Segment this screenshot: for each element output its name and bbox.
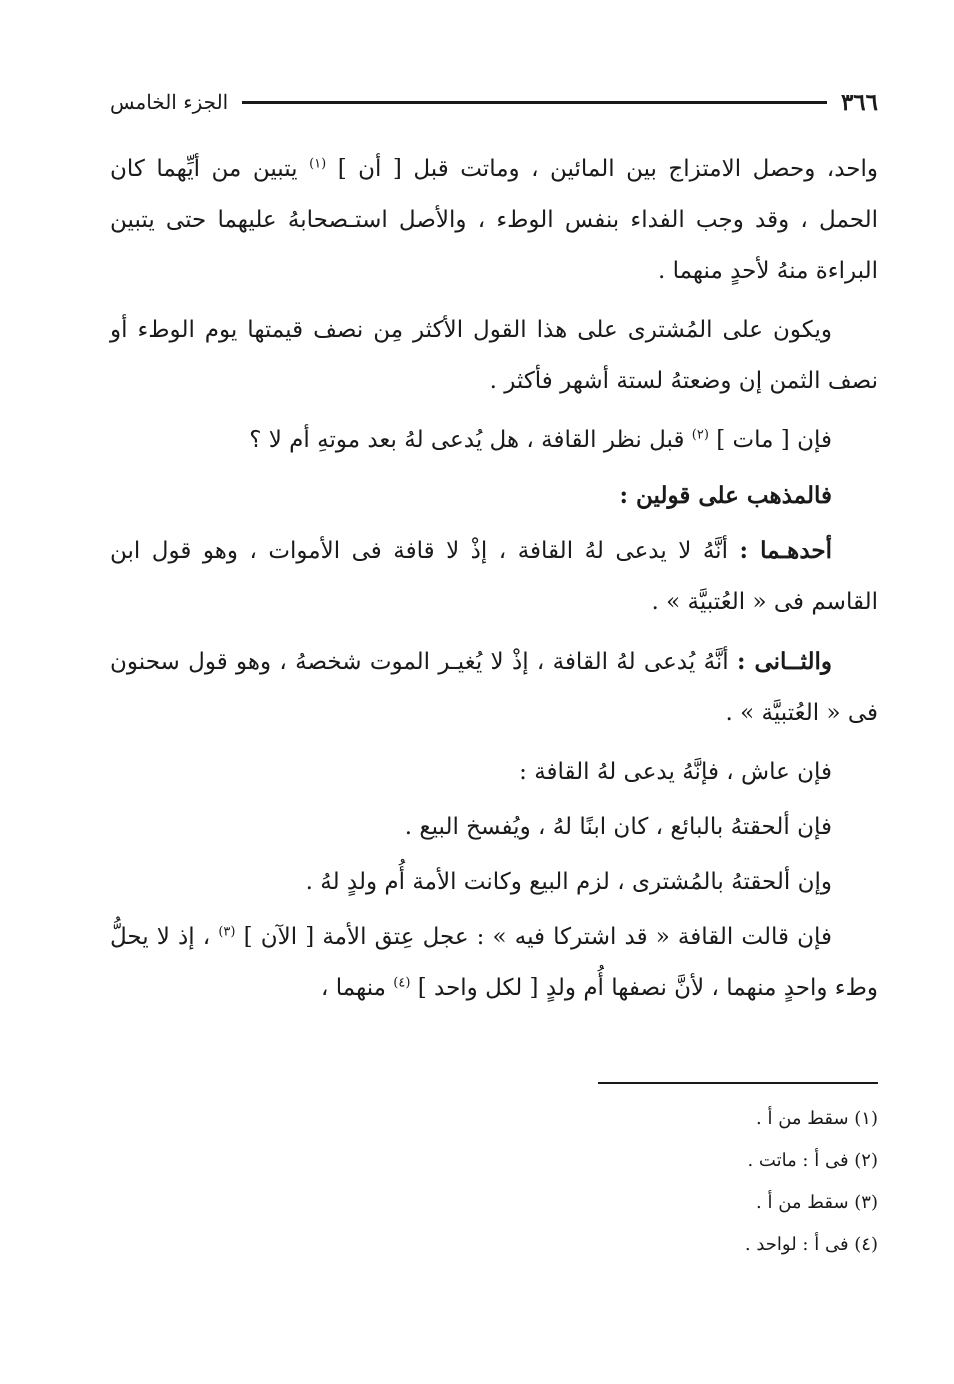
opinion-label-1: أحدهـما : <box>739 537 832 564</box>
paragraph-9: وإن ألحقتهُ بالمُشترى ، لزم البيع وكانت الأمة أُم ولدٍ لهُ . <box>305 869 832 895</box>
section-heading: فالمذهب على قولين : <box>619 482 832 509</box>
paragraph-2: ويكون على المُشترى على هذا القول الأكثر مِن نصف قيمتها يوم الوطء أو نصف الثمن إن وضعتهُ لستة أشهر فأكثر . <box>110 317 878 394</box>
paragraph-1: واحد، وحصل الامتزاج بين المائين ، وماتت قبل [ أن ] $^{(١)}$ يتبين من أيِّهما كان الحمل ، وقد وجب الفداء بنفس الوطء ، والأصل استـصحابهُ عليهما حتى يتبين البراءة منهُ لأحدٍ منهما . <box>110 156 878 284</box>
footnote-3: (٣) سقط من أ . <box>756 1192 878 1213</box>
paragraph-first-opinion: أحدهـما : أنَّهُ لا يدعى لهُ القافة ، إذْ لا قافة فى الأموات ، وهو قول ابن القاسم فى « العُتبيَّة » . <box>110 537 878 615</box>
running-title: الجزء الخامس <box>110 90 229 114</box>
footnote-ref-3: (٣) <box>218 924 236 940</box>
footnote-ref-1: (١) <box>309 156 327 172</box>
header-rule <box>242 101 827 104</box>
page-header <box>110 84 878 120</box>
paragraph-3: فإن [ مات ] $^{(٢)}$ قبل نظر القافة ، هل يُدعى لهُ بعد موتهِ أم لا ؟ <box>249 427 832 453</box>
paragraph-second-opinion: والثــانى : أنَّهُ يُدعى لهُ القافة ، إذْ لا يُغيـر الموت شخصهُ ، وهو قول سحنون فى « العُتبيَّة » . <box>110 648 878 726</box>
page-number: ٣٦٦ <box>840 88 878 116</box>
footnote-4: (٤) فى أ : لواحد . <box>744 1234 878 1255</box>
paragraph-10: فإن قالت القافة « قد اشتركا فيه » : عجل عِتق الأمة [ الآن ] $^{(٣)}$ ، إذ لا يحلُّ وطء واحدٍ منهما ، لأنَّ نصفها أُم ولدٍ [ لكل واحد ] $^{(٤)}$ منهما ، <box>110 924 878 1001</box>
footnote-2: (٢) فى أ : ماتت . <box>747 1150 878 1171</box>
footnote-ref-4: (٤) <box>393 975 411 991</box>
footnotes <box>378 1098 878 1266</box>
paragraph-7: فإن عاش ، فإنَّهُ يدعى لهُ القافة : <box>519 759 832 785</box>
opinion-label-2: والثــانى : <box>737 648 832 675</box>
paragraph-8: فإن ألحقتهُ بالبائع ، كان ابنًا لهُ ، ويُفسخ البيع . <box>404 814 832 840</box>
footnote-rule <box>598 1082 878 1084</box>
footnote-ref-2: (٢) <box>691 427 709 443</box>
main-text <box>110 144 878 1022</box>
footnote-1: (١) سقط من أ . <box>756 1108 878 1129</box>
